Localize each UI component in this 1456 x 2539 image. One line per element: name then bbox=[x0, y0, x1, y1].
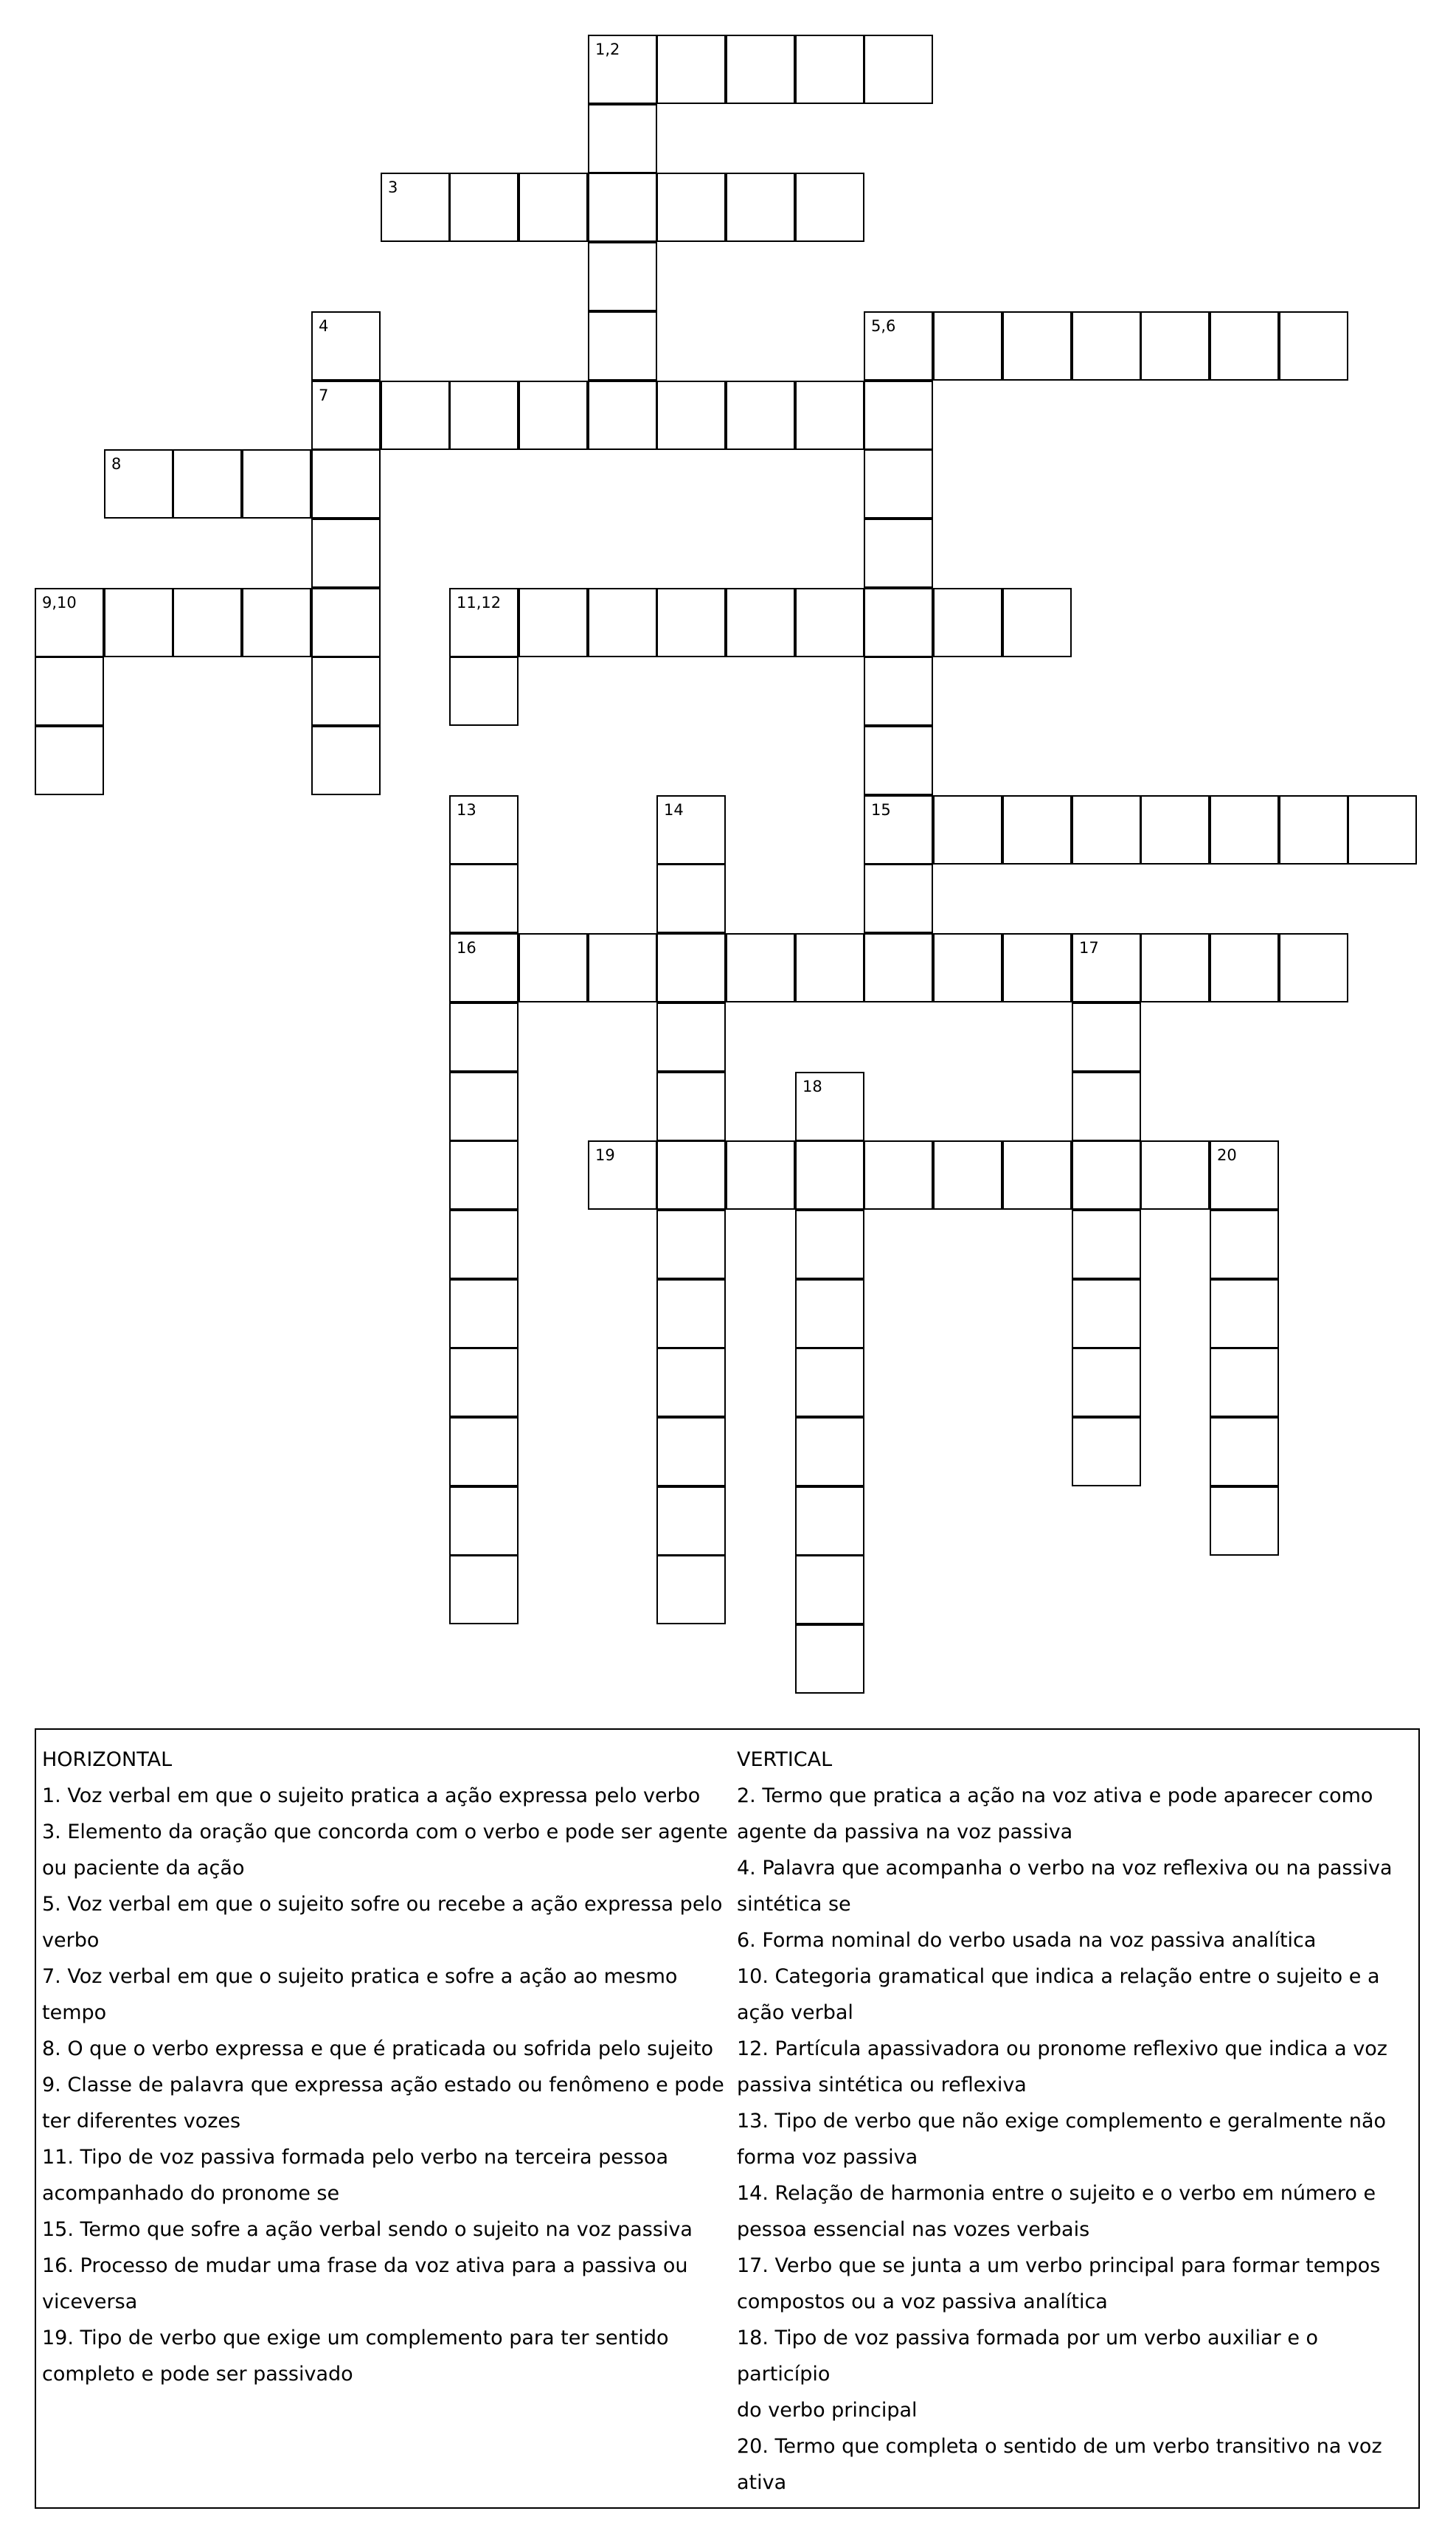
crossword-cell[interactable] bbox=[795, 1210, 864, 1279]
crossword-cell[interactable] bbox=[864, 519, 933, 588]
crossword-cell[interactable] bbox=[1279, 311, 1348, 381]
clue-number: 8 bbox=[111, 455, 122, 473]
vertical-clue-line: sintética se bbox=[737, 1893, 851, 1916]
vertical-clue-line: 12. Partícula apassivadora ou pronome reflexivo que indica a voz bbox=[737, 2037, 1387, 2060]
horizontal-clue-list bbox=[42, 1778, 735, 2392]
crossword-cell[interactable] bbox=[588, 35, 657, 104]
crossword-cell[interactable] bbox=[933, 1140, 1002, 1210]
crossword-cell[interactable] bbox=[864, 933, 933, 1002]
crossword-cell[interactable] bbox=[449, 1210, 519, 1279]
horizontal-clue-line: 16. Processo de mudar uma frase da voz ativa para a passiva ou bbox=[42, 2254, 688, 2277]
clue-number: 20 bbox=[1217, 1146, 1237, 1164]
crossword-cell[interactable] bbox=[449, 933, 519, 1002]
crossword-cell[interactable] bbox=[656, 864, 726, 933]
vertical-clue-line: passiva sintética ou reflexiva bbox=[737, 2074, 1027, 2096]
crossword-cell[interactable] bbox=[795, 933, 864, 1002]
crossword-cell[interactable] bbox=[588, 242, 657, 311]
clue-number: 13 bbox=[457, 801, 476, 819]
horizontal-clue-line: 11. Tipo de voz passiva formada pelo verbo na terceira pessoa bbox=[42, 2146, 669, 2169]
crossword-cell[interactable] bbox=[588, 381, 657, 450]
crossword-cell[interactable] bbox=[588, 311, 657, 381]
crossword-cell[interactable] bbox=[449, 1002, 519, 1072]
crossword-cell[interactable] bbox=[449, 657, 519, 726]
clue-number: 19 bbox=[595, 1146, 615, 1164]
crossword-cell[interactable] bbox=[1210, 1348, 1279, 1417]
crossword-cell[interactable] bbox=[1140, 311, 1210, 381]
crossword-cell[interactable] bbox=[449, 795, 519, 865]
crossword-cell[interactable] bbox=[864, 381, 933, 450]
crossword-cell[interactable] bbox=[449, 1279, 519, 1348]
crossword-cell[interactable] bbox=[311, 657, 381, 726]
crossword-cell[interactable] bbox=[1072, 1417, 1141, 1486]
vertical-clue-list bbox=[737, 1778, 1412, 2501]
crossword-cell[interactable] bbox=[933, 933, 1002, 1002]
crossword-cell[interactable] bbox=[449, 1140, 519, 1210]
vertical-clue-line: 17. Verbo que se junta a um verbo principal para formar tempos bbox=[737, 2254, 1381, 2277]
crossword-cell[interactable] bbox=[864, 35, 933, 104]
crossword-cell[interactable] bbox=[795, 588, 864, 657]
clue-number: 16 bbox=[457, 939, 476, 957]
crossword-cell[interactable] bbox=[656, 1348, 726, 1417]
crossword-cell[interactable] bbox=[656, 795, 726, 865]
horizontal-clues bbox=[42, 1742, 735, 2392]
crossword-cell[interactable] bbox=[1072, 1002, 1141, 1072]
clue-number: 5,6 bbox=[871, 317, 896, 335]
vertical-clue-line: do verbo principal bbox=[737, 2399, 918, 2422]
crossword-cell[interactable] bbox=[588, 104, 657, 173]
crossword-cell[interactable] bbox=[1210, 933, 1279, 1002]
crossword-cell[interactable] bbox=[1002, 1140, 1072, 1210]
crossword-cell[interactable] bbox=[1140, 795, 1210, 865]
crossword-cell[interactable] bbox=[1072, 1348, 1141, 1417]
crossword-cell[interactable] bbox=[104, 588, 173, 657]
vertical-clue-line: 10. Categoria gramatical que indica a relação entre o sujeito e a bbox=[737, 1965, 1380, 1988]
crossword-cell[interactable] bbox=[1210, 1140, 1279, 1210]
crossword-cell[interactable] bbox=[1210, 311, 1279, 381]
crossword-cell[interactable] bbox=[656, 933, 726, 1002]
crossword-cell[interactable] bbox=[311, 449, 381, 519]
crossword-cell[interactable] bbox=[795, 35, 864, 104]
crossword-cell[interactable] bbox=[449, 1348, 519, 1417]
crossword-cell[interactable] bbox=[795, 1417, 864, 1486]
clue-number: 4 bbox=[319, 317, 329, 335]
crossword-cell[interactable] bbox=[381, 173, 450, 242]
crossword-cell[interactable] bbox=[864, 1140, 933, 1210]
crossword-cell[interactable] bbox=[656, 1417, 726, 1486]
crossword-cell[interactable] bbox=[449, 1417, 519, 1486]
horizontal-clue-line: 8. O que o verbo expressa e que é praticada ou sofrida pelo sujeito bbox=[42, 2037, 714, 2060]
crossword-cell[interactable] bbox=[588, 173, 657, 242]
vertical-clue-line: pessoa essencial nas vozes verbais bbox=[737, 2218, 1090, 2241]
crossword-cell[interactable] bbox=[588, 1140, 657, 1210]
crossword-cell[interactable] bbox=[1072, 1140, 1141, 1210]
crossword-cell[interactable] bbox=[311, 381, 381, 450]
crossword-cell[interactable] bbox=[311, 311, 381, 381]
crossword-cell[interactable] bbox=[864, 588, 933, 657]
crossword-cell[interactable] bbox=[381, 381, 450, 450]
crossword-cell[interactable] bbox=[173, 449, 242, 519]
crossword-cell[interactable] bbox=[1210, 1210, 1279, 1279]
crossword-cell[interactable] bbox=[1072, 795, 1141, 865]
vertical-clue-line: 13. Tipo de verbo que não exige complemento e geralmente não bbox=[737, 2110, 1387, 2133]
crossword-cell[interactable] bbox=[1140, 1140, 1210, 1210]
crossword-cell[interactable] bbox=[588, 933, 657, 1002]
vertical-title: VERTICAL bbox=[737, 1748, 833, 1771]
horizontal-clue-line: tempo bbox=[42, 2001, 107, 2024]
crossword-cell[interactable] bbox=[795, 1555, 864, 1624]
crossword-cell[interactable] bbox=[35, 588, 104, 657]
horizontal-clue-line: verbo bbox=[42, 1929, 100, 1952]
crossword-cell[interactable] bbox=[1072, 933, 1141, 1002]
crossword-cell[interactable] bbox=[1348, 795, 1417, 865]
crossword-cell[interactable] bbox=[795, 1348, 864, 1417]
crossword-cell[interactable] bbox=[656, 1555, 726, 1624]
crossword-cell[interactable] bbox=[656, 35, 726, 104]
crossword-cell[interactable] bbox=[795, 1279, 864, 1348]
crossword-cell[interactable] bbox=[1002, 795, 1072, 865]
horizontal-clue-line: completo e pode ser passivado bbox=[42, 2363, 353, 2386]
vertical-clue-line: 4. Palavra que acompanha o verbo na voz reflexiva ou na passiva bbox=[737, 1857, 1393, 1880]
horizontal-clue-line: 5. Voz verbal em que o sujeito sofre ou recebe a ação expressa pelo bbox=[42, 1893, 723, 1916]
horizontal-clue-line: ter diferentes vozes bbox=[42, 2110, 241, 2133]
crossword-cell[interactable] bbox=[1210, 1486, 1279, 1556]
vertical-clue-line: 14. Relação de harmonia entre o sujeito e o verbo em número e bbox=[737, 2182, 1376, 2205]
crossword-cell[interactable] bbox=[1279, 933, 1348, 1002]
crossword-cell[interactable] bbox=[519, 933, 588, 1002]
crossword-cell[interactable] bbox=[864, 795, 933, 865]
crossword-cell[interactable] bbox=[656, 1072, 726, 1141]
crossword-cell[interactable] bbox=[1072, 1279, 1141, 1348]
crossword-cell[interactable] bbox=[449, 1072, 519, 1141]
crossword-cell[interactable] bbox=[1210, 795, 1279, 865]
clue-number: 9,10 bbox=[42, 594, 77, 612]
clue-number: 15 bbox=[871, 801, 891, 819]
clue-number: 14 bbox=[664, 801, 684, 819]
crossword-cell[interactable] bbox=[795, 1072, 864, 1141]
clues-box bbox=[35, 1728, 1420, 2509]
crossword-cell[interactable] bbox=[726, 173, 795, 242]
crossword-cell[interactable] bbox=[1072, 1072, 1141, 1141]
crossword-cell[interactable] bbox=[864, 864, 933, 933]
crossword-cell[interactable] bbox=[1002, 311, 1072, 381]
crossword-cell[interactable] bbox=[1279, 795, 1348, 865]
crossword-cell[interactable] bbox=[726, 1140, 795, 1210]
crossword-cell[interactable] bbox=[795, 1486, 864, 1556]
crossword-cell[interactable] bbox=[519, 588, 588, 657]
crossword-cell[interactable] bbox=[242, 449, 311, 519]
crossword-cell[interactable] bbox=[519, 173, 588, 242]
crossword-cell[interactable] bbox=[588, 588, 657, 657]
clue-number: 17 bbox=[1079, 939, 1099, 957]
vertical-clue-line: ação verbal bbox=[737, 2001, 853, 2024]
crossword-cell[interactable] bbox=[1072, 1210, 1141, 1279]
crossword-cell[interactable] bbox=[1002, 588, 1072, 657]
crossword-cell[interactable] bbox=[104, 449, 173, 519]
vertical-clue-line: ativa bbox=[737, 2471, 787, 2494]
horizontal-clue-line: acompanhado do pronome se bbox=[42, 2182, 340, 2205]
vertical-clue-line: agente da passiva na voz passiva bbox=[737, 1821, 1073, 1843]
clue-number: 1,2 bbox=[595, 41, 620, 58]
crossword-cell[interactable] bbox=[35, 657, 104, 726]
crossword-cell[interactable] bbox=[449, 1486, 519, 1556]
crossword-cell[interactable] bbox=[656, 1279, 726, 1348]
crossword-cell[interactable] bbox=[864, 449, 933, 519]
crossword-cell[interactable] bbox=[933, 311, 1002, 381]
clue-number: 7 bbox=[319, 387, 329, 404]
horizontal-clue-line: 9. Classe de palavra que expressa ação estado ou fenômeno e pode bbox=[42, 2074, 724, 2096]
crossword-cell[interactable] bbox=[311, 588, 381, 657]
clue-number: 11,12 bbox=[457, 594, 502, 612]
horizontal-title: HORIZONTAL bbox=[42, 1748, 173, 1771]
vertical-clue-line: 18. Tipo de voz passiva formada por um verbo auxiliar e o particípio bbox=[737, 2327, 1319, 2386]
crossword-cell[interactable] bbox=[726, 588, 795, 657]
crossword-cell[interactable] bbox=[449, 173, 519, 242]
crossword-cell[interactable] bbox=[1210, 1279, 1279, 1348]
vertical-clue-line: 2. Termo que pratica a ação na voz ativa e pode aparecer como bbox=[737, 1784, 1373, 1807]
vertical-clue-line: 20. Termo que completa o sentido de um verbo transitivo na voz bbox=[737, 2435, 1382, 2458]
horizontal-clue-line: viceversa bbox=[42, 2290, 138, 2313]
crossword-cell[interactable] bbox=[311, 726, 381, 795]
horizontal-clue-line: 15. Termo que sofre a ação verbal sendo o sujeito na voz passiva bbox=[42, 2218, 693, 2241]
crossword-cell[interactable] bbox=[795, 381, 864, 450]
horizontal-clue-line: 19. Tipo de verbo que exige um complemento para ter sentido bbox=[42, 2327, 669, 2349]
crossword-cell[interactable] bbox=[519, 381, 588, 450]
crossword-cell[interactable] bbox=[1140, 933, 1210, 1002]
vertical-clues bbox=[737, 1742, 1412, 2501]
crossword-cell[interactable] bbox=[35, 726, 104, 795]
crossword-cell[interactable] bbox=[656, 381, 726, 450]
crossword-cell[interactable] bbox=[1210, 1417, 1279, 1486]
crossword-cell[interactable] bbox=[242, 588, 311, 657]
vertical-clue-line: 6. Forma nominal do verbo usada na voz passiva analítica bbox=[737, 1929, 1317, 1952]
crossword-cell[interactable] bbox=[173, 588, 242, 657]
crossword-cell[interactable] bbox=[656, 1140, 726, 1210]
crossword-cell[interactable] bbox=[656, 1210, 726, 1279]
crossword-cell[interactable] bbox=[656, 1486, 726, 1556]
horizontal-clue-line: ou paciente da ação bbox=[42, 1857, 245, 1880]
crossword-cell[interactable] bbox=[311, 519, 381, 588]
horizontal-clue-line: 3. Elemento da oração que concorda com o verbo e pode ser agente bbox=[42, 1821, 728, 1843]
clue-number: 3 bbox=[388, 179, 398, 196]
clue-number: 18 bbox=[802, 1078, 822, 1095]
vertical-clue-line: compostos ou a voz passiva analítica bbox=[737, 2290, 1108, 2313]
horizontal-clue-line: 1. Voz verbal em que o sujeito pratica a ação expressa pelo verbo bbox=[42, 1784, 701, 1807]
crossword-cell[interactable] bbox=[726, 381, 795, 450]
crossword-cell[interactable] bbox=[795, 1140, 864, 1210]
crossword-cell[interactable] bbox=[656, 588, 726, 657]
horizontal-clue-line: 7. Voz verbal em que o sujeito pratica e sofre a ação ao mesmo bbox=[42, 1965, 678, 1988]
crossword-cell[interactable] bbox=[726, 35, 795, 104]
vertical-clue-line: forma voz passiva bbox=[737, 2146, 918, 2169]
crossword-cell[interactable] bbox=[449, 864, 519, 933]
crossword-cell[interactable] bbox=[933, 588, 1002, 657]
crossword-cell[interactable] bbox=[864, 311, 933, 381]
crossword-cell[interactable] bbox=[795, 173, 864, 242]
crossword-cell[interactable] bbox=[1002, 933, 1072, 1002]
crossword-cell[interactable] bbox=[449, 381, 519, 450]
crossword-cell[interactable] bbox=[1072, 311, 1141, 381]
crossword-cell[interactable] bbox=[449, 1555, 519, 1624]
crossword-cell[interactable] bbox=[864, 657, 933, 726]
crossword-cell[interactable] bbox=[656, 173, 726, 242]
crossword-cell[interactable] bbox=[726, 933, 795, 1002]
crossword-cell[interactable] bbox=[795, 1624, 864, 1694]
crossword-cell[interactable] bbox=[656, 1002, 726, 1072]
crossword-cell[interactable] bbox=[933, 795, 1002, 865]
crossword-cell[interactable] bbox=[449, 588, 519, 657]
crossword-cell[interactable] bbox=[864, 726, 933, 795]
